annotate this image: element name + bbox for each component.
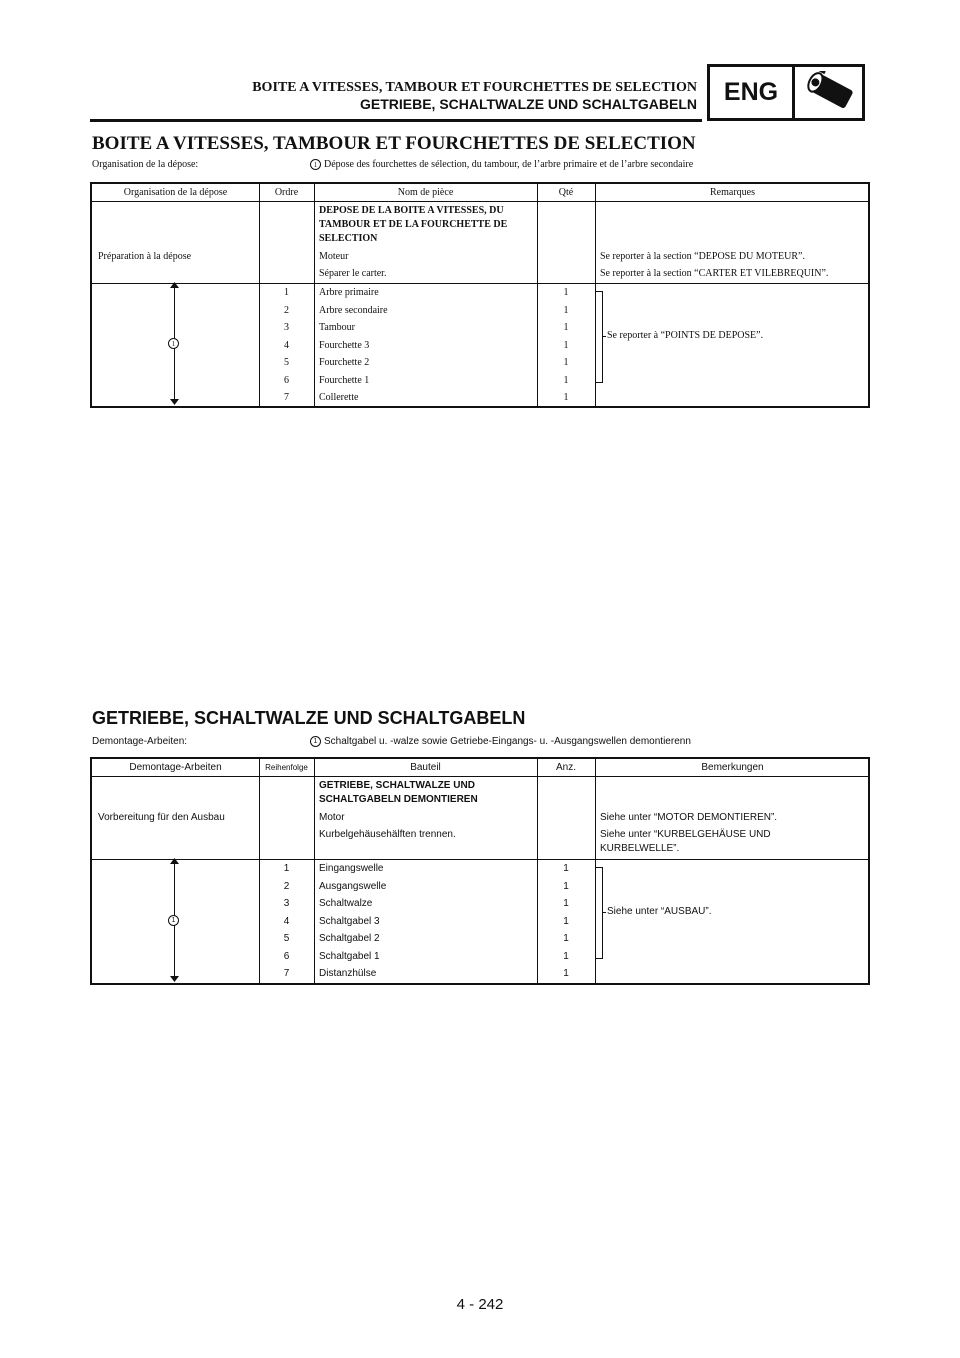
item-order: 3 <box>283 898 290 909</box>
col-divider <box>314 759 315 983</box>
header-divider <box>92 201 868 202</box>
col-header: Demontage-Arbeiten <box>129 762 222 773</box>
arrow-up-icon <box>170 282 179 288</box>
removal-organisation-fr <box>92 159 694 170</box>
item-order: 7 <box>283 968 290 979</box>
step-number-icon: 1 <box>310 159 321 170</box>
item-part: Schaltgabel 1 <box>319 951 380 962</box>
prep-label: Préparation à la dépose <box>98 251 192 262</box>
item-part: Ausgangswelle <box>319 881 387 892</box>
prep-label: Vorbereitung für den Ausbau <box>98 812 225 823</box>
step-number-icon: 1 <box>310 736 321 747</box>
section-title-fr: BOITE A VITESSES, TAMBOUR ET FOURCHETTES DE SELECTION <box>92 133 696 154</box>
items-remark: Se reporter à “POINTS DE DEPOSE”. <box>607 330 764 341</box>
removal-organisation-de <box>92 736 691 748</box>
item-order: 6 <box>283 951 290 962</box>
col-header: Reihenfolge <box>265 763 308 772</box>
item-part: Fourchette 1 <box>319 375 370 386</box>
item-order: 7 <box>284 392 289 403</box>
group-bracket-tick <box>602 336 606 337</box>
prep-remark: KURBELWELLE”. <box>600 843 680 854</box>
org-label: Demontage-Arbeiten: <box>92 736 188 747</box>
item-qty: 1 <box>563 287 569 298</box>
section-title-de: GETRIEBE, SCHALTWALZE UND SCHALTGABELN <box>92 708 526 728</box>
col-header: Bemerkungen <box>701 762 764 773</box>
item-part: Schaltwalze <box>319 898 373 909</box>
org-description <box>310 736 691 747</box>
org-label: Organisation de la dépose: <box>92 159 199 170</box>
item-part: Tambour <box>319 322 355 333</box>
prep-title: TAMBOUR ET DE LA FOURCHETTE DE <box>319 219 508 230</box>
prep-remark: Se reporter à la section “DEPOSE DU MOTEUR”. <box>600 251 805 262</box>
item-qty: 1 <box>563 916 569 927</box>
col-header: Nom de pièce <box>397 187 454 198</box>
prep-title: DEPOSE DE LA BOITE A VITESSES, DU <box>319 205 504 216</box>
item-qty: 1 <box>563 357 569 368</box>
item-part: Arbre primaire <box>319 287 379 298</box>
header-rule <box>90 119 702 122</box>
col-header: Organisation de la dépose <box>123 187 228 198</box>
item-order: 4 <box>283 916 290 927</box>
group-bracket <box>596 291 603 383</box>
item-part: Arbre secondaire <box>319 305 388 316</box>
prep-remark: Se reporter à la section “CARTER ET VILEBREQUIN”. <box>600 268 829 279</box>
group-number-icon: 1 <box>168 338 179 349</box>
item-qty: 1 <box>563 863 569 874</box>
col-header: Bauteil <box>410 762 441 773</box>
item-qty: 1 <box>563 881 569 892</box>
col-divider <box>314 184 315 406</box>
page-header <box>90 64 870 124</box>
items-remark: Siehe unter “AUSBAU”. <box>607 906 712 917</box>
col-header: Remarques <box>710 187 755 198</box>
item-qty: 1 <box>563 392 569 403</box>
item-qty: 1 <box>563 968 569 979</box>
group-number-icon: 1 <box>168 915 179 926</box>
item-qty: 1 <box>563 898 569 909</box>
col-header: Ordre <box>274 187 299 198</box>
item-qty: 1 <box>563 322 569 333</box>
col-header: Anz. <box>555 762 576 773</box>
prep-part: Moteur <box>319 251 349 262</box>
item-order: 5 <box>284 357 289 368</box>
item-order: 1 <box>283 863 290 874</box>
item-qty: 1 <box>563 375 569 386</box>
section-divider <box>92 283 868 284</box>
org-description <box>310 159 693 170</box>
prep-part: Motor <box>319 812 345 823</box>
item-order: 4 <box>284 340 289 351</box>
item-part: Schaltgabel 2 <box>319 933 380 944</box>
removal-table-de <box>90 757 870 985</box>
prep-title: GETRIEBE, SCHALTWALZE UND <box>319 780 475 791</box>
section-divider <box>92 859 868 860</box>
item-qty: 1 <box>563 340 569 351</box>
item-part: Fourchette 3 <box>319 340 370 351</box>
engine-bolt-icon <box>795 67 862 118</box>
page-number: 4 - 242 <box>456 1296 504 1313</box>
item-order: 2 <box>283 881 290 892</box>
prep-part: Kurbelgehäusehälften trennen. <box>319 829 456 840</box>
item-qty: 1 <box>563 305 569 316</box>
prep-remark: Siehe unter “MOTOR DEMONTIEREN”. <box>600 812 778 823</box>
eng-label: ENG <box>710 67 795 118</box>
prep-part: Séparer le carter. <box>319 268 387 279</box>
item-part: Distanzhülse <box>319 968 377 979</box>
arrow-down-icon <box>170 399 179 405</box>
header-title-fr: BOITE A VITESSES, TAMBOUR ET FOURCHETTES DE SELECTION <box>252 80 697 95</box>
item-part: Fourchette 2 <box>319 357 370 368</box>
item-order: 1 <box>284 287 289 298</box>
prep-title: SCHALTGABELN DEMONTIEREN <box>319 794 478 805</box>
item-part: Eingangswelle <box>319 863 384 874</box>
item-part: Collerette <box>319 392 359 403</box>
col-header: Qté <box>558 187 574 198</box>
arrow-up-icon <box>170 858 179 864</box>
item-qty: 1 <box>563 951 569 962</box>
header-title-de: GETRIEBE, SCHALTWALZE UND SCHALTGABELN <box>359 96 697 112</box>
org-desc-text: Schaltgabel u. -walze sowie Getriebe-Eingangs- u. -Ausgangswellen demontierenn <box>324 736 691 748</box>
arrow-down-icon <box>170 976 179 982</box>
item-qty: 1 <box>563 933 569 944</box>
item-part: Schaltgabel 3 <box>319 916 380 927</box>
item-order: 3 <box>284 322 289 333</box>
item-order: 5 <box>283 933 290 944</box>
prep-title: SELECTION <box>319 233 378 244</box>
item-order: 6 <box>284 375 289 386</box>
group-bracket-tick <box>602 912 606 913</box>
removal-table-fr <box>90 182 870 408</box>
org-desc-text: Dépose des fourchettes de sélection, du tambour, de l’arbre primaire et de l’arbre secondaire <box>324 159 694 170</box>
header-divider <box>92 776 868 777</box>
section-badge <box>707 64 865 121</box>
group-bracket <box>596 867 603 959</box>
prep-remark: Siehe unter “KURBELGEHÄUSE UND <box>600 829 771 840</box>
item-order: 2 <box>284 305 289 316</box>
